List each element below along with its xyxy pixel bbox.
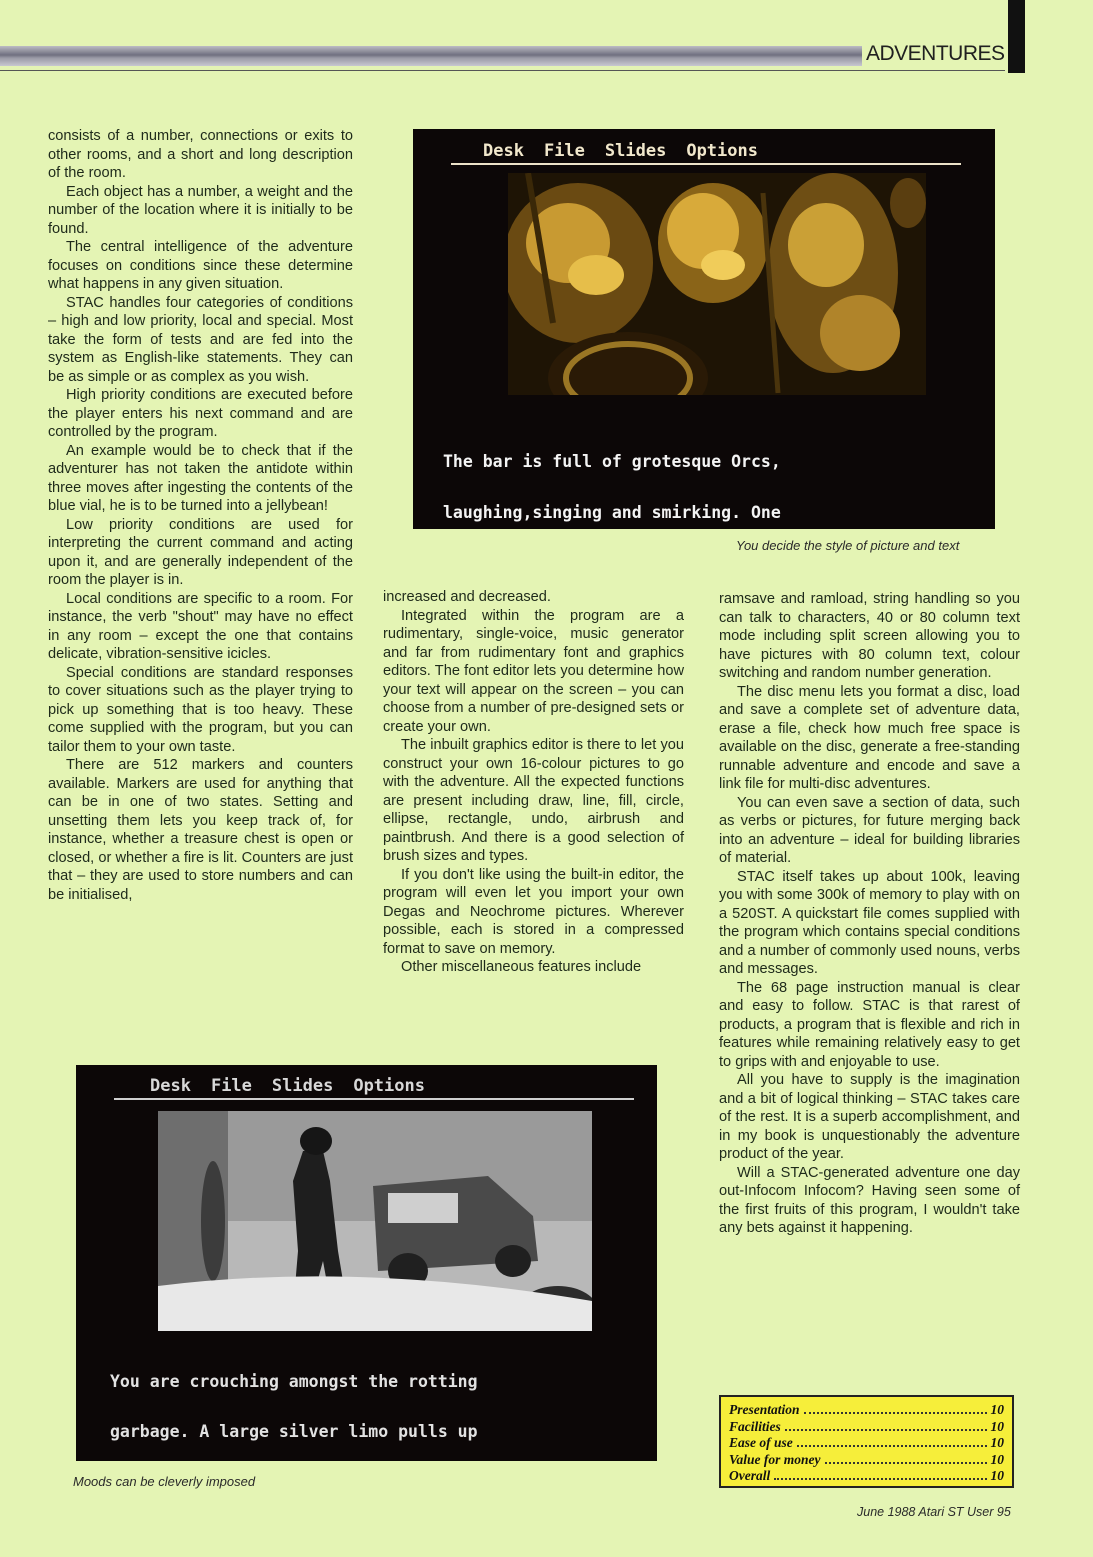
article-column-left — [48, 127, 353, 904]
screenshot-rain-street — [76, 1065, 657, 1461]
paragraph: ramsave and ramload, string handling so you can talk to characters, 40 or 80 column text mode including split screen allowing you to have pictures with 80 column text, colour switching and random number generation. — [719, 591, 1020, 681]
rating-label: Overall — [729, 1468, 771, 1483]
paragraph: STAC handles four categories of conditions – high and low priority, local and special. Most take the form of tests and are fed into the system as English-like statements. They can be as simple or as complex as you wish. — [48, 294, 353, 385]
menu-options: Options — [353, 1076, 425, 1096]
menu-desk: Desk — [483, 141, 524, 161]
paragraph: You can even save a section of data, such as verbs or pictures, for future merging back into an adventure – ideal for building libraries of material. — [719, 794, 1020, 866]
gem-menu-bar — [483, 141, 778, 161]
paragraph: Each object has a number, a weight and the number of the location where it is initially to be found. — [48, 183, 353, 237]
rating-score: 10 — [990, 1435, 1004, 1450]
header-rule — [0, 70, 1005, 71]
rain-street-illustration — [158, 1111, 592, 1331]
dot-leader — [797, 1445, 987, 1447]
paragraph: STAC itself takes up about 100k, leaving you with some 300k of memory to play with on a 520ST. A quickstart file comes supplied with the program which contains special conditions and a number of commonly used nouns, verbs and messages. — [719, 868, 1020, 977]
screenshot-orc-bar — [413, 129, 995, 529]
paragraph: consists of a number, connections or exits to other rooms, and a short and long description of the room. — [48, 128, 353, 181]
rating-score: 10 — [990, 1418, 1004, 1434]
rating-score: 10 — [990, 1468, 1004, 1483]
rating-row — [729, 1419, 1004, 1436]
dot-leader — [785, 1429, 987, 1431]
paragraph: Other miscellaneous features include — [401, 959, 642, 975]
paragraph: All you have to supply is the imagination and a bit of logical thinking – STAC takes care of the rest. It is a superb accomplishment, and in my book is unquestionably the adventure product of the year. — [719, 1072, 1020, 1162]
paragraph: The inbuilt graphics editor is there to let you construct your own 16-colour pictures to go with the adventure. All the expected functions are present including draw, line, fill, circle, ellipse, rectangle, undo, airbrush and paintbrush. And there is a good selection of brush sizes and types. — [383, 737, 684, 864]
text-line: The bar is full of grotesque Orcs, — [443, 452, 781, 471]
section-title: ADVENTURES — [866, 42, 1005, 65]
menu-desk: Desk — [150, 1076, 191, 1096]
menu-rule — [451, 163, 961, 165]
menu-options: Options — [686, 141, 758, 161]
dot-leader — [774, 1478, 986, 1480]
game-text — [443, 419, 811, 529]
menu-slides: Slides — [271, 1076, 334, 1096]
paragraph: The 68 page instruction manual is clear and easy to follow. STAC is that rarest of products, a program that is flexible and rich in features while remaining relatively easy to get to grips with and enjoyable to use. — [719, 979, 1020, 1070]
text-line: You are crouching amongst the rotting — [110, 1371, 478, 1391]
gem-menu-bar — [150, 1076, 445, 1096]
paragraph: increased and decreased. — [383, 589, 551, 605]
article-column-middle — [383, 588, 684, 977]
paragraph: Special conditions are standard responses to cover situations such as the player trying to pick up something that is too heavy. These come supplied with the program, but you can tailor them to your own taste. — [48, 664, 353, 755]
paragraph: The disc menu lets you format a disc, load and save a complete set of adventure data, erase a file, check how much free space is available on the disc, generate a free-standing runnable adventure and encode and save a link file for multi-disc adventures. — [719, 683, 1020, 792]
rating-score: 10 — [990, 1402, 1004, 1417]
page-edge-tab — [1008, 0, 1025, 73]
article-column-right — [719, 590, 1020, 1238]
paragraph: If you don't like using the built-in editor, the program will even let you import your own Degas and Neochrome pictures. Wherever possible, each is stored in a compressed format to save on memory. — [383, 866, 684, 957]
rating-row — [729, 1468, 1004, 1485]
page-footer: June 1988 Atari ST User 95 — [857, 1505, 1011, 1519]
ratings-box — [719, 1395, 1014, 1488]
paragraph: Integrated within the program are a rudimentary, single-voice, music generator and far from rudimentary font and graphics editors. The font editor lets you determine how your text will appear on the screen – you can choose from a number of pre-designed sets or create your own. — [383, 607, 684, 735]
dot-leader — [804, 1412, 987, 1414]
menu-slides: Slides — [604, 141, 667, 161]
paragraph: Low priority conditions are used for interpreting the current command and acting upon it, and are generally independent of the room the player is in. — [48, 516, 353, 588]
menu-rule — [114, 1098, 634, 1100]
orc-tavern-picture — [508, 173, 926, 395]
paragraph: An example would be to check that if the adventurer has not taken the antidote within three moves after ingesting the contents of the blue vial, he is to be turned into a jellybean! — [48, 442, 353, 514]
rating-label: Presentation — [729, 1402, 800, 1417]
dot-leader — [825, 1462, 987, 1464]
text-line: garbage. A large silver limo pulls up — [110, 1421, 478, 1441]
rating-row — [729, 1452, 1004, 1469]
paragraph: Local conditions are specific to a room. For instance, the verb "shout" may have no effect in any room – except the one that contains delicate, vibration-sensitive icicles. — [48, 590, 353, 662]
caption-bottom: Moods can be cleverly imposed — [73, 1474, 256, 1489]
paragraph: There are 512 markers and counters available. Markers are used for anything that can be in one of two states. Setting and unsetting them lets you keep track of, for instance, whether a treasure chest is open or closed, or whether a fire is lit. Counters are just that – they are used to store numbers and can be initialised, — [48, 757, 353, 903]
caption-top: You decide the style of picture and text — [736, 538, 960, 553]
game-text — [110, 1340, 478, 1461]
text-line: laughing,singing and smirking. One — [443, 503, 781, 522]
menu-file: File — [543, 141, 585, 161]
paragraph: Will a STAC-generated adventure one day out-Infocom Infocom? Having seen some of the first fruits of this program, I wouldn't take any bets against it happening. — [719, 1164, 1020, 1236]
rating-label: Value for money — [729, 1451, 821, 1467]
rating-label: Facilities — [729, 1418, 781, 1434]
rain-street-picture — [158, 1111, 592, 1331]
rating-score: 10 — [990, 1451, 1004, 1467]
rating-row — [729, 1435, 1004, 1452]
paragraph: High priority conditions are executed before the player enters his next command and are controlled by the program. — [48, 387, 353, 440]
menu-file: File — [210, 1076, 252, 1096]
rating-label: Ease of use — [729, 1435, 793, 1450]
rating-row — [729, 1402, 1004, 1419]
header-stripe — [0, 46, 862, 66]
paragraph: The central intelligence of the adventure focuses on conditions since these determine what happens in any given situation. — [48, 239, 353, 292]
orc-tavern-illustration — [508, 173, 926, 395]
